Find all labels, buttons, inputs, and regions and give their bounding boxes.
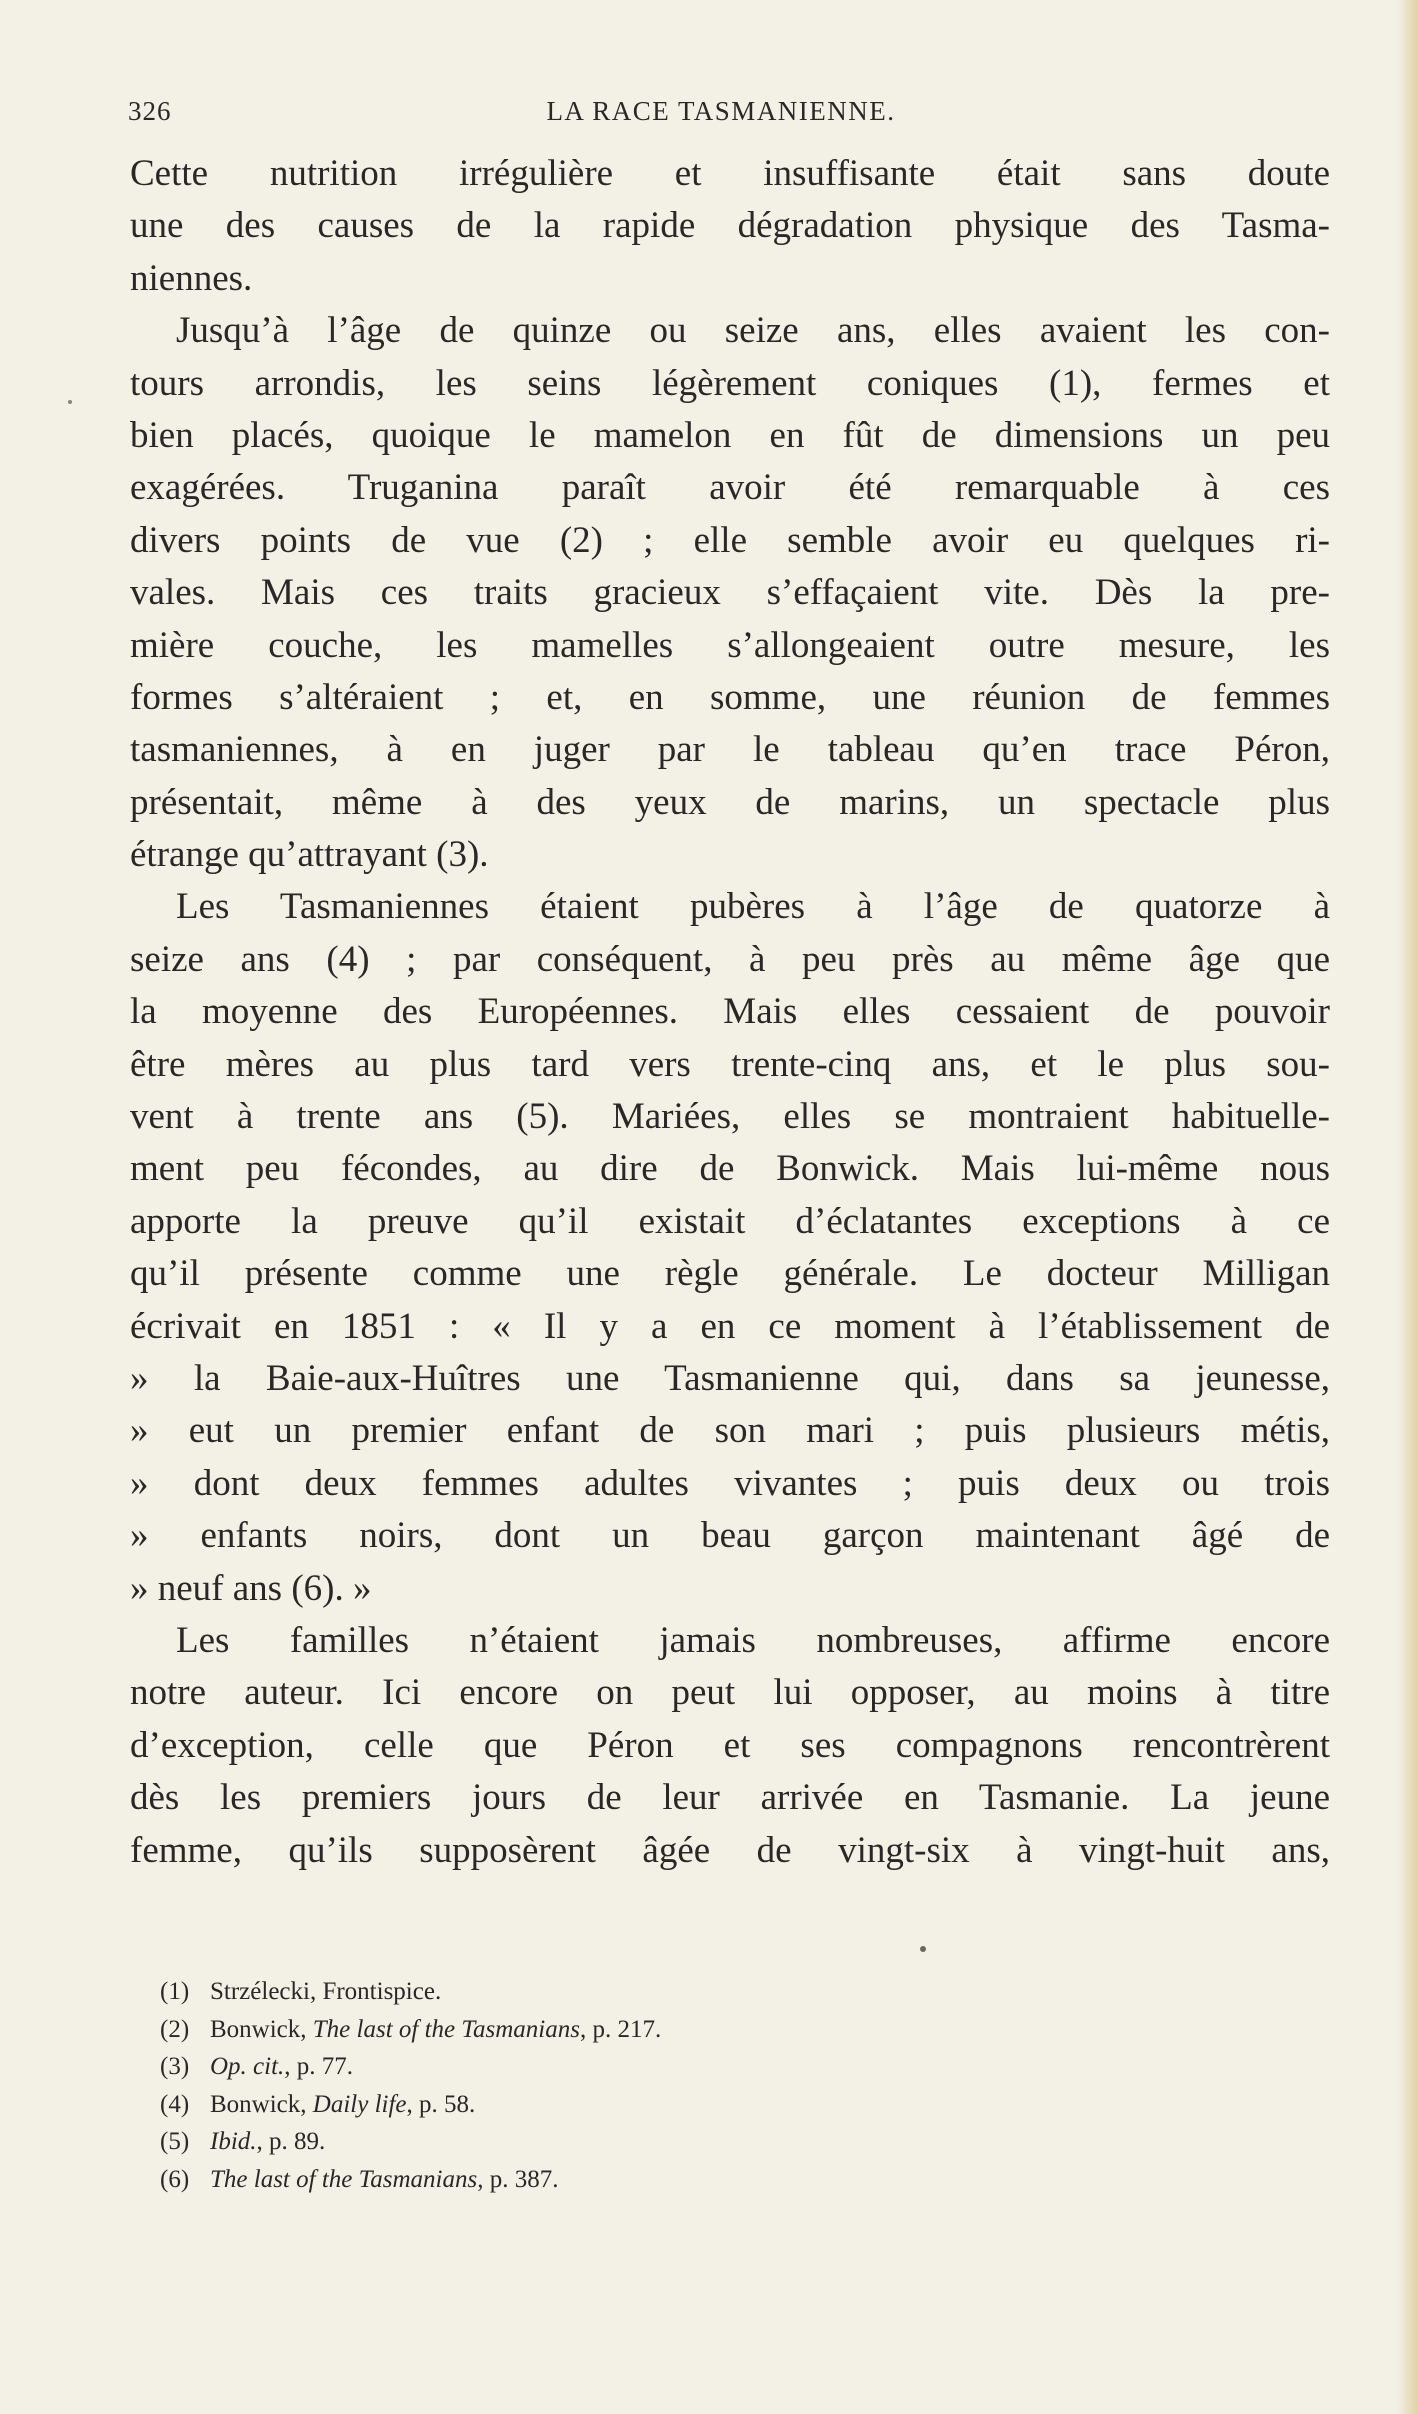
footnote-rest: , p. 58. bbox=[406, 2090, 476, 2118]
text-line: mière couche, les mamelles s’allongeaient outre mesure, les bbox=[130, 624, 1330, 666]
text-line: présentait, même à des yeux de marins, un spectacle plus bbox=[130, 781, 1330, 823]
footnote-author: Bonwick, bbox=[210, 2090, 313, 2118]
footnote-1 bbox=[160, 1973, 1260, 2011]
footnote-number: (2) bbox=[160, 2015, 190, 2043]
text-line: tasmaniennes, à en juger par le tableau qu’en trace Péron, bbox=[130, 729, 1330, 771]
text-line: être mères au plus tard vers trente-cinq ans, et le plus sou- bbox=[130, 1043, 1330, 1085]
text-line: exagérées. Truganina paraît avoir été remarquable à ces bbox=[130, 467, 1330, 509]
text-line: » dont deux femmes adultes vivantes ; puis deux ou trois bbox=[130, 1462, 1330, 1504]
text-line: une des causes de la rapide dégradation physique des Tasma- bbox=[130, 205, 1330, 247]
text-line: tours arrondis, les seins légèrement coniques (1), fermes et bbox=[130, 362, 1330, 404]
text-line: bien placés, quoique le mamelon en fût de dimensions un peu bbox=[130, 414, 1330, 456]
text-line: qu’il présente comme une règle générale. Le docteur Milligan bbox=[130, 1253, 1330, 1295]
footnote-author: Strzélecki, bbox=[210, 1978, 323, 2005]
footnotes bbox=[160, 1973, 1260, 2199]
text-line: » eut un premier enfant de son mari ; puis plusieurs métis, bbox=[130, 1410, 1330, 1452]
text-line: Les familles n’étaient jamais nombreuses, affirme encore bbox=[176, 1619, 1330, 1661]
text-line: ment peu fécondes, au dire de Bonwick. Mais lui-même nous bbox=[130, 1148, 1330, 1190]
footnote-6 bbox=[160, 2161, 1260, 2199]
text-line: femme, qu’ils supposèrent âgée de vingt-six à vingt-huit ans, bbox=[130, 1829, 1330, 1871]
footnote-rest: , p. 89. bbox=[256, 2128, 326, 2156]
footnote-title: The last of the Tasmanians bbox=[210, 2165, 478, 2193]
stray-ink-mark bbox=[920, 1946, 926, 1952]
text-line: notre auteur. Ici encore on peut lui opposer, au moins à titre bbox=[130, 1672, 1330, 1714]
text-line: seize ans (4) ; par conséquent, à peu près au même âge que bbox=[130, 938, 1330, 980]
text-line: Jusqu’à l’âge de quinze ou seize ans, elles avaient les con- bbox=[176, 310, 1330, 352]
margin-speck bbox=[68, 400, 72, 404]
text-line: dès les premiers jours de leur arrivée en Tasmanie. La jeune bbox=[130, 1777, 1330, 1819]
text-line: Cette nutrition irrégulière et insuffisante était sans doute bbox=[130, 153, 1330, 194]
running-title: LA RACE TASMANIENNE. bbox=[546, 96, 896, 126]
text-line: écrivait en 1851 : « Il y a en ce moment à l’établissement de bbox=[130, 1305, 1330, 1347]
footnote-rest: , p. 217. bbox=[579, 2015, 662, 2043]
footnote-number: (4) bbox=[160, 2090, 190, 2118]
text-line: » la Baie-aux-Huîtres une Tasmanienne qui, dans sa jeunesse, bbox=[130, 1357, 1330, 1399]
footnote-3 bbox=[160, 2048, 1260, 2086]
footnote-rest: , p. 387. bbox=[477, 2165, 559, 2193]
footnote-title: Ibid. bbox=[210, 2128, 257, 2156]
footnote-2 bbox=[160, 2011, 1260, 2049]
text-line: la moyenne des Européennes. Mais elles cessaient de pouvoir bbox=[130, 991, 1330, 1033]
body-text bbox=[130, 148, 1330, 1877]
footnote-number: (6) bbox=[160, 2165, 190, 2193]
footnote-title: Daily life bbox=[312, 2090, 407, 2118]
text-line: apporte la preuve qu’il existait d’éclatantes exceptions à ce bbox=[130, 1200, 1330, 1242]
text-line: » neuf ans (6). » bbox=[130, 1567, 372, 1609]
footnote-5 bbox=[160, 2123, 1260, 2161]
footnote-number: (5) bbox=[160, 2128, 190, 2156]
text-line: formes s’altéraient ; et, en somme, une réunion de femmes bbox=[130, 676, 1330, 718]
text-line: » enfants noirs, dont un beau garçon maintenant âgé de bbox=[130, 1515, 1330, 1557]
text-line: étrange qu’attrayant (3). bbox=[130, 834, 489, 876]
footnote-title: The last of the Tasmanians bbox=[312, 2015, 580, 2043]
text-line: divers points de vue (2) ; elle semble avoir eu quelques ri- bbox=[130, 519, 1330, 561]
text-line: vent à trente ans (5). Mariées, elles se montraient habituelle- bbox=[130, 1096, 1330, 1138]
text-line: d’exception, celle que Péron et ses compagnons rencontrèrent bbox=[130, 1724, 1330, 1766]
footnote-rest: Frontispice. bbox=[322, 1978, 442, 2005]
footnote-4 bbox=[160, 2086, 1260, 2124]
page-number: 326 bbox=[128, 96, 172, 126]
footnote-title: Op. cit. bbox=[210, 2053, 285, 2081]
page-header bbox=[128, 96, 1314, 132]
page-edge-shadow bbox=[1397, 0, 1417, 2414]
text-line: Les Tasmaniennes étaient pubères à l’âge de quatorze à bbox=[176, 886, 1330, 928]
footnote-rest: , p. 77. bbox=[284, 2053, 354, 2081]
footnote-number: (3) bbox=[160, 2053, 190, 2081]
footnote-number: (1) bbox=[160, 1978, 190, 2005]
footnote-author: Bonwick, bbox=[210, 2015, 313, 2043]
text-line: vales. Mais ces traits gracieux s’effaçaient vite. Dès la pre- bbox=[130, 572, 1330, 614]
text-line: niennes. bbox=[130, 257, 253, 299]
